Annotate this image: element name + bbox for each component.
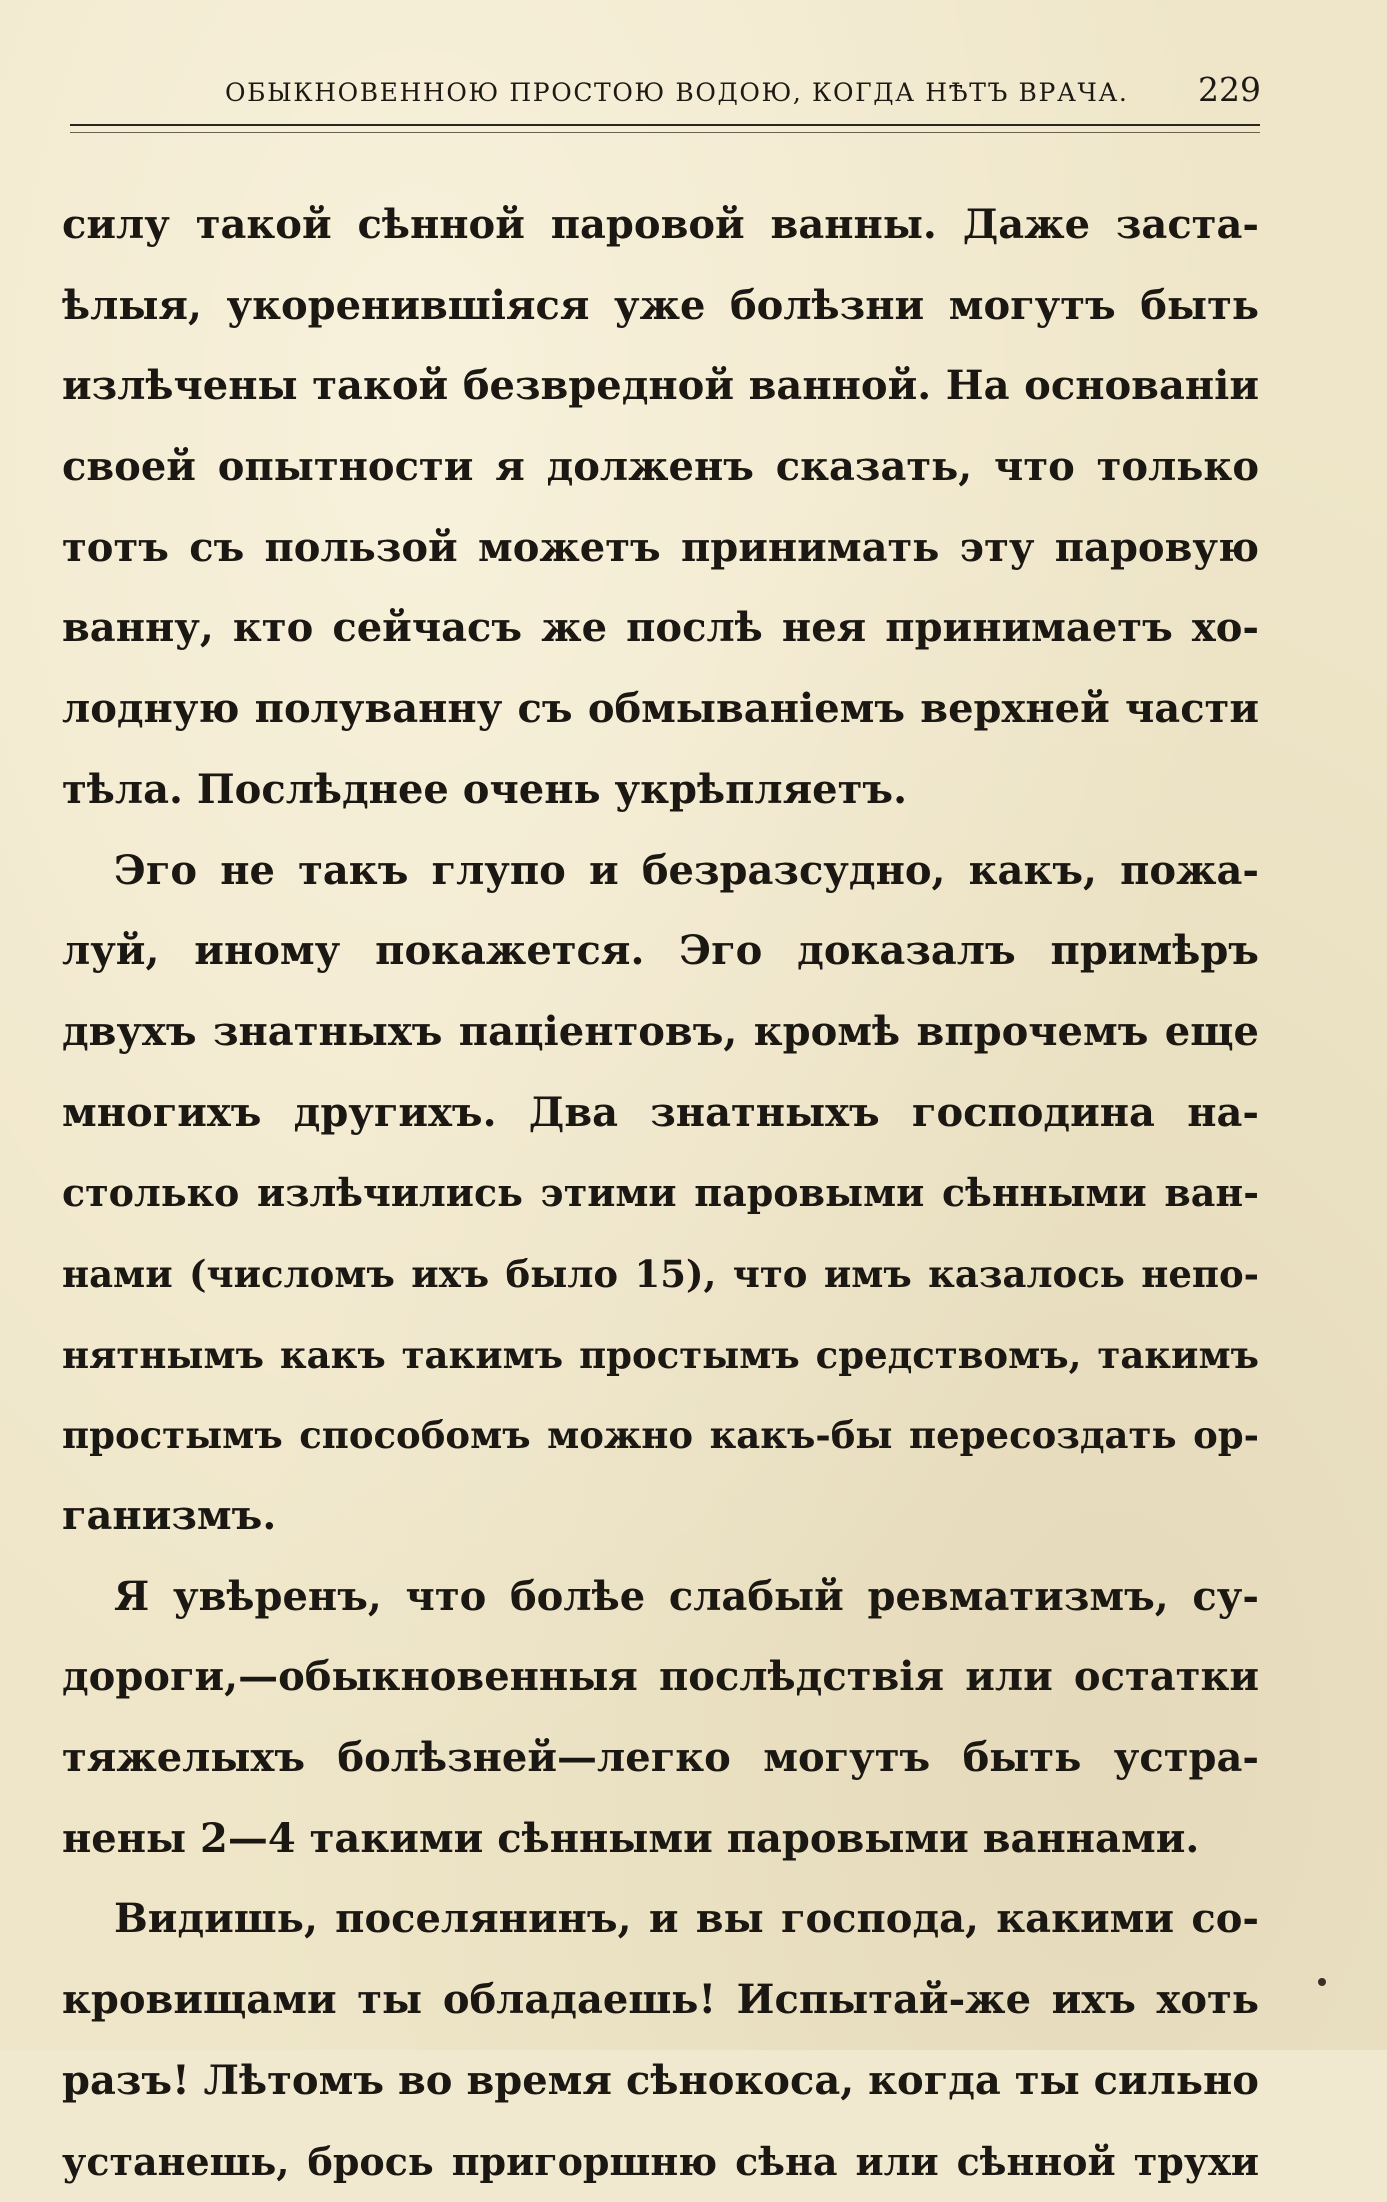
text-line: разъ! Лѣтомъ во время сѣнокоса, когда ты сильно: [62, 2041, 1259, 2122]
text-line: нами (числомъ ихъ было 15), что имъ казалось непо-: [62, 1234, 1259, 1315]
paragraph-end-line: нены 2—4 такими сѣнными паровыми ваннами.: [62, 1799, 1259, 1880]
paragraph-start-line: Видишь, поселянинъ, и вы господа, какими со-: [62, 1879, 1259, 1960]
text-line: дороги,—обыкновенныя послѣдствія или остатки: [62, 1637, 1259, 1718]
text-line: нятнымъ какъ такимъ простымъ средствомъ, такимъ: [62, 1315, 1259, 1396]
page-number: 229: [1198, 70, 1261, 109]
text-line: лодную полуванну съ обмываніемъ верхней части: [62, 669, 1259, 750]
paragraph-end-line: тѣла. Послѣднее очень укрѣпляетъ.: [62, 750, 1259, 831]
text-line: силу такой сѣнной паровой ванны. Даже заста-: [62, 185, 1259, 266]
text-line: своей опытности я долженъ сказать, что только: [62, 427, 1259, 508]
header-rule-thin: [70, 132, 1260, 133]
text-line: излѣчены такой безвредной ванной. На основаніи: [62, 346, 1259, 427]
body-text: [62, 185, 1259, 2202]
text-line: тотъ съ пользой можетъ принимать эту паровую: [62, 508, 1259, 589]
text-line: луй, иному покажется. Эго доказалъ примѣръ: [62, 911, 1259, 992]
ink-speck: [1318, 1978, 1326, 1986]
text-line: простымъ способомъ можно какъ-бы пересоздать ор-: [62, 1395, 1259, 1476]
paragraph-end-line: ганизмъ.: [62, 1476, 1259, 1557]
paragraph-start-line: Эго не такъ глупо и безразсудно, какъ, пожа-: [62, 831, 1259, 912]
paragraph-start-line: Я увѣренъ, что болѣе слабый ревматизмъ, су-: [62, 1557, 1259, 1638]
running-head: ОБЫКНОВЕННОЮ ПРОСТОЮ ВОДОЮ, КОГДА НѢТЪ ВРАЧА.: [225, 78, 1105, 107]
text-line: тяжелыхъ болѣзней—легко могутъ быть устра-: [62, 1718, 1259, 1799]
text-line: ванну, кто сейчасъ же послѣ нея принимаетъ хо-: [62, 588, 1259, 669]
text-line: ѣлыя, укоренившіяся уже болѣзни могутъ быть: [62, 266, 1259, 347]
text-line: устанешь, брось пригоршню сѣна или сѣнной трухи: [62, 2122, 1259, 2202]
text-line: столько излѣчились этими паровыми сѣнными ван-: [62, 1153, 1259, 1234]
header-rule: [70, 124, 1260, 126]
text-line: многихъ другихъ. Два знатныхъ господина на-: [62, 1073, 1259, 1154]
text-line: кровищами ты обладаешь! Испытай-же ихъ хоть: [62, 1960, 1259, 2041]
text-line: двухъ знатныхъ паціентовъ, кромѣ впрочемъ еще: [62, 992, 1259, 1073]
